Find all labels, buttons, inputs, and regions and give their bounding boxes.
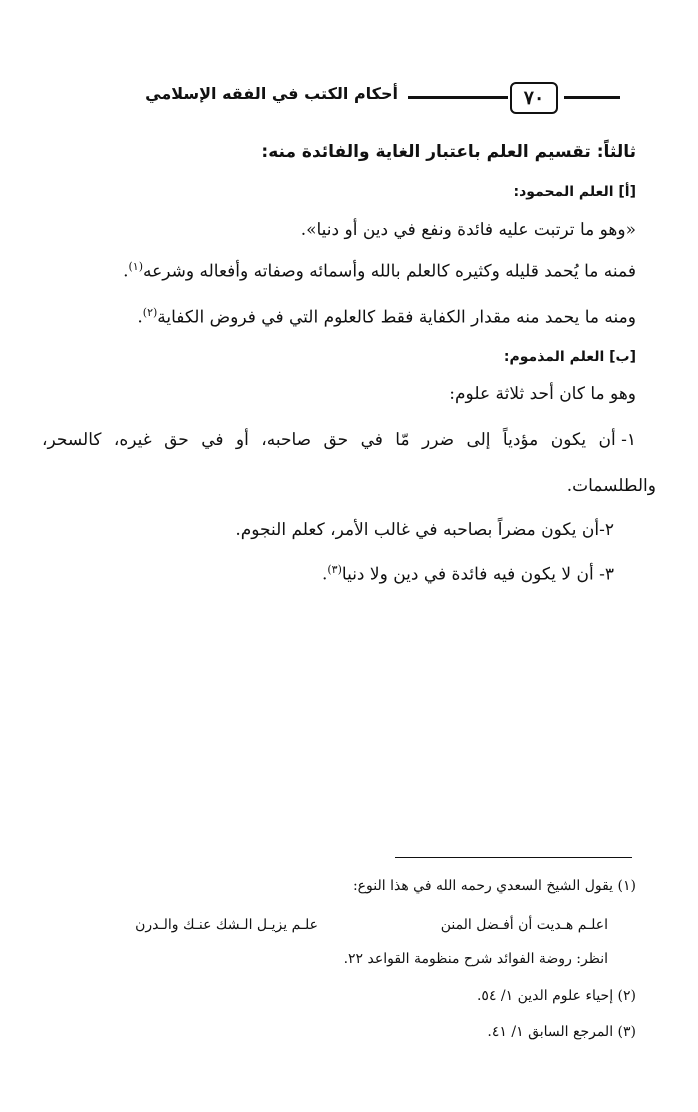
item-1-word: مّا <box>395 430 410 450</box>
page-header <box>20 82 620 114</box>
footnote-1-verse-first: اعلـم هـديت أن أفـضل المنن <box>440 917 608 933</box>
item-1-word: كالسحر، <box>42 430 102 450</box>
blamed-item-2: ٢-أن يكون مضراً بصاحبه في غالب الأمر، كعلم النجوم. <box>235 520 614 540</box>
footnote-2: (٢) إحياء علوم الدين ١/ ٥٤. <box>476 988 636 1004</box>
footnote-3: (٣) المرجع السابق ١/ ٤١. <box>487 1024 636 1040</box>
blamed-item-1-continuation: والطلسمات. <box>566 476 656 496</box>
praised-heading: [أ] العلم المحمود: <box>513 184 636 200</box>
item-1-word: ضرر <box>422 430 455 450</box>
item-1-word: أو <box>235 430 249 450</box>
running-title: أحكام الكتب في الفقه الإسلامي <box>145 84 398 103</box>
item-1-word: صاحبه، <box>261 430 312 450</box>
item-1-word: في <box>201 430 224 450</box>
header-rule-middle <box>408 96 508 99</box>
item-1-word: حق <box>164 430 189 450</box>
praised-definition: «وهو ما ترتبت عليه فائدة ونفع في دين أو دنيا». <box>300 220 636 240</box>
header-rule-right <box>564 96 620 99</box>
praised-line-1: فمنه ما يُحمد قليله وكثيره كالعلم بالله وأسمائه وصفاته وأفعاله وشرعه$^{(١)}$. <box>123 260 636 282</box>
praised-line-1-text: فمنه ما يُحمد قليله وكثيره كالعلم بالله وأسمائه وصفاته وأفعاله وشرعه <box>142 261 636 282</box>
blamed-item-1 <box>42 430 636 450</box>
section-heading: ثالثاً: تقسيم العلم باعتبار الغاية والفائدة منه: <box>261 142 636 162</box>
item-1-word: ١- أن <box>598 430 636 450</box>
praised-line-2-text: ومنه ما يحمد منه مقدار الكفاية فقط كالعلوم التي في فروض الكفاية <box>157 307 636 328</box>
praised-line-2: ومنه ما يحمد منه مقدار الكفاية فقط كالعلوم التي في فروض الكفاية$^{(٢)}$. <box>137 306 636 328</box>
item-1-word: حق <box>323 430 349 450</box>
blamed-intro: وهو ما كان أحد ثلاثة علوم: <box>449 384 636 404</box>
footnote-separator <box>395 857 632 858</box>
footnote-1-verse-second: علـم يزيـل الـشك عنـك والـدرن <box>135 917 318 933</box>
footnote-ref-3: (٣) <box>327 563 342 576</box>
item-1-word: إلى <box>466 430 491 450</box>
footnote-1-intro: (١) يقول الشيخ السعدي رحمه الله في هذا النوع: <box>352 878 636 894</box>
footnote-ref-1: (١) <box>128 260 143 273</box>
item-1-word: غيره، <box>113 430 152 450</box>
item-1-word: مؤدياً <box>502 430 539 450</box>
footnote-1-source: انظر: روضة الفوائد شرح منظومة القواعد ٢٢. <box>343 951 608 967</box>
blamed-item-3: ٣- أن لا يكون فيه فائدة في دين ولا دنيا$^{(٣)}$. <box>321 563 614 585</box>
blamed-heading: [ب] العلم المذموم: <box>503 349 636 365</box>
footnote-ref-2: (٢) <box>142 306 158 319</box>
page-number: ٧٠ <box>510 82 558 114</box>
item-1-word: يكون <box>550 430 587 450</box>
item-1-word: في <box>360 430 383 450</box>
blamed-item-3-text: ٣- أن لا يكون فيه فائدة في دين ولا دنيا <box>341 564 614 585</box>
